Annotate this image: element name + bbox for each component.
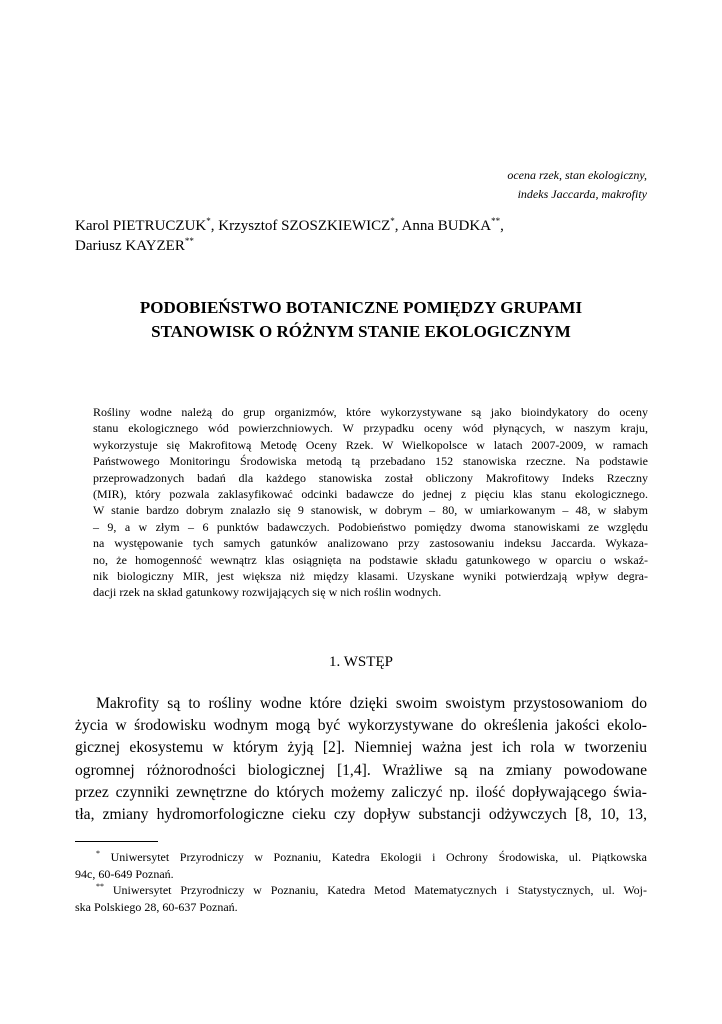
abstract-line: nik biologiczny MIR, jest większa niż między klasami. Uzyskane wyniki potwierdzają wpływ degra-: [93, 568, 648, 583]
author-name: Krzysztof SZOSZKIEWICZ: [218, 218, 391, 234]
author-line-1: [75, 216, 645, 236]
body-line: gicznej ekosystemu w którym żyją [2]. Niemniej ważna jest ich rola w tworzeniu: [75, 739, 647, 757]
body-line: przez czynniki zewnętrzne do których możemy zaliczyć np. ilość dopływającego świa-: [75, 783, 647, 801]
author-separator: ,: [394, 218, 402, 234]
affiliation-mark: *: [206, 216, 211, 226]
author-separator: ,: [500, 218, 504, 234]
footnote-text: Uniwersytet Przyrodniczy w Poznaniu, Katedra Metod Matematycznych i Statystycznych, ul. Woj-: [112, 883, 648, 897]
footnote-mark: *: [96, 849, 100, 858]
abstract-line: na występowanie tych samych gatunków analizowano przy zastosowaniu indeksu Jaccarda. Wykaza-: [93, 536, 648, 551]
footnote-mark: **: [96, 882, 104, 891]
author-name: Anna BUDKA: [401, 218, 492, 234]
abstract-line: – 9, a w złym – 6 punktów badawczych. Podobieństwo pomiędzy dwoma stanowiskami ze względu: [93, 519, 648, 534]
section-heading: 1. WSTĘP: [329, 654, 393, 670]
footnote-2-line-2: ska Polskiego 28, 60-637 Poznań.: [75, 899, 238, 914]
abstract-line: stanu ekologicznego wód powierzchniowych. W przypadku oceny wód płynących, w naszym kraju,: [93, 421, 648, 436]
author-list: [75, 216, 645, 256]
body-line: ogromnej różnorodności biologicznej [1,4]. Wrażliwe są na zmiany powodowane: [75, 761, 647, 779]
keywords-line-2: indeks Jaccarda, makrofity: [517, 187, 647, 201]
footnote-divider: [75, 841, 158, 842]
abstract-line: no, że homogenność wewnątrz klas osiągnięta na podstawie składu gatunkowego w oparciu o wskaź-: [93, 552, 648, 567]
author-separator: ,: [210, 218, 219, 234]
abstract-line: (MIR), który pozwala zaklasyfikować odcinki badawcze do jednej z pięciu klas stanu ekologicznego.: [93, 486, 648, 501]
keywords: [247, 166, 647, 204]
section-body: [75, 693, 647, 826]
abstract-line: Państwowego Monitoringu Środowiska metodą tą przebadano 152 stanowiska rzeczne. Na podstawie: [93, 454, 648, 469]
author-name: Dariusz KAYZER: [75, 238, 185, 254]
author-line-2: [75, 236, 645, 256]
affiliation-mark: **: [184, 236, 194, 246]
abstract-line: przeprowadzonych badań dla każdego stanowiska został obliczony Makrofitowy Indeks Rzeczny: [93, 470, 648, 485]
footnote-2-line-1: [75, 882, 647, 899]
paper-title: [75, 296, 647, 344]
footnotes: [75, 849, 647, 915]
abstract-line: wykorzystuje się Makrofitową Metodę Oceny Rzek. W Wielkopolsce w latach 2007-2009, w ramach: [93, 437, 648, 452]
affiliation-mark: *: [390, 216, 395, 226]
footnote-text: Uniwersytet Przyrodniczy w Poznaniu, Katedra Ekologii i Ochrony Środowiska, ul. Piątkowska: [110, 850, 648, 864]
body-line: życia w środowisku wodnym mogą być wykorzystywane do określenia jakości ekolo-: [75, 717, 647, 735]
title-line-1: PODOBIEŃSTWO BOTANICZNE POMIĘDZY GRUPAMI: [139, 298, 583, 317]
abstract-line: W stanie bardzo dobrym znalazło się 9 stanowisk, w dobrym – 80, w umiarkowanym – 48, w słabym: [93, 503, 648, 518]
abstract: [93, 404, 648, 601]
title-line-2: STANOWISK O RÓŻNYM STANIE EKOLOGICZNYM: [151, 322, 571, 341]
keywords-line-1: ocena rzek, stan ekologiczny,: [507, 168, 647, 182]
author-name: Karol PIETRUCZUK: [75, 218, 207, 234]
body-line: tła, zmiany hydromorfologiczne cieku czy dopływ substancji odżywczych [8, 10, 13,: [75, 805, 647, 823]
footnote-1-line-2: 94c, 60-649 Poznań.: [75, 866, 174, 881]
abstract-line: dacji rzek na skład gatunkowy rozwijających się w nich roślin wodnych.: [93, 585, 442, 600]
affiliation-mark: **: [491, 216, 501, 226]
body-line: Makrofity są to rośliny wodne które dzięki swoim swoistym przystosowaniom do: [96, 695, 647, 712]
abstract-line: Rośliny wodne należą do grup organizmów, które wykorzystywane są jako bioindykatory do oceny: [93, 405, 648, 419]
footnote-1-line-1: [75, 849, 647, 866]
